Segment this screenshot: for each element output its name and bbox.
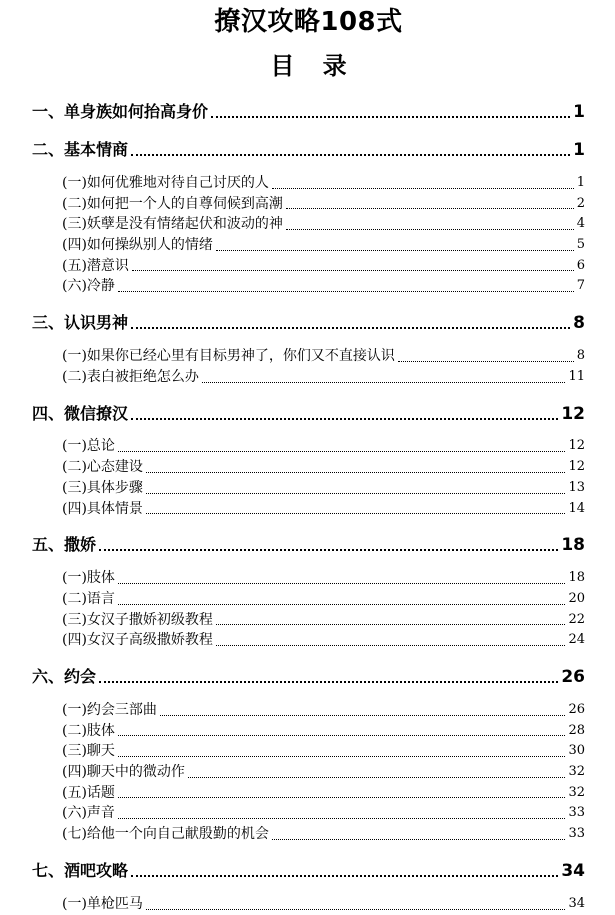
chapter-page-number: 12 [561,403,585,424]
dot-leader [216,250,574,251]
dot-leader [118,291,574,292]
dot-leader [146,513,566,514]
toc-chapter-entry[interactable] [32,138,585,162]
section-page-number: 5 [576,237,585,253]
section-page-number: 12 [568,438,585,454]
section-title: (二)表白被拒绝怎么办 [62,368,199,385]
toc-chapter-entry[interactable] [32,859,585,883]
toc-section-entry[interactable] [32,173,585,194]
chapter-block [32,138,585,297]
section-title: (四)如何操纵别人的情绪 [62,237,213,254]
dot-leader [99,681,558,683]
chapter-block [32,100,585,124]
dot-leader [99,549,558,551]
chapter-block [32,402,585,520]
dot-leader [131,154,570,156]
section-page-number: 33 [568,805,585,821]
section-title: (一)如果你已经心里有目标男神了，你们又不直接认识 [62,348,395,365]
dot-leader [160,715,566,716]
section-title: (三)具体步骤 [62,479,143,496]
chapter-title: 六、约会 [32,667,97,686]
chapter-page-number: 34 [561,860,585,881]
section-page-number: 32 [568,764,585,780]
section-page-number: 4 [576,216,585,232]
table-of-contents [32,100,585,915]
section-title: (三)女汉子撒娇初级教程 [62,611,213,628]
section-page-number: 28 [568,722,585,738]
chapter-block [32,665,585,845]
toc-section-entry[interactable] [32,568,585,589]
section-page-number: 33 [568,826,585,842]
dot-leader [188,777,566,778]
dot-leader [216,624,566,625]
chapter-block [32,859,585,915]
toc-section-entry[interactable] [32,824,585,845]
toc-section-entry[interactable] [32,346,585,367]
chapter-title: 五、撒娇 [32,535,97,555]
section-title: (一)约会三部曲 [62,701,157,718]
toc-section-entry[interactable] [32,478,585,499]
section-title: (二)心态建设 [62,459,143,476]
section-title: (四)聊天中的微动作 [62,764,185,781]
section-title: (五)话题 [62,784,115,801]
toc-chapter-entry[interactable] [32,402,585,426]
toc-section-entry[interactable] [32,276,585,297]
section-title: (三)聊天 [62,743,115,760]
toc-chapter-entry[interactable] [32,311,585,335]
dot-leader [398,361,574,362]
dot-leader [216,645,566,646]
toc-section-entry[interactable] [32,499,585,520]
dot-leader [118,735,566,736]
toc-section-entry[interactable] [32,803,585,824]
toc-section-entry[interactable] [32,589,585,610]
section-title: (七)给他一个向自己献殷勤的机会 [62,826,269,843]
section-page-number: 13 [568,479,585,495]
toc-section-entry[interactable] [32,437,585,458]
dot-leader [118,797,566,798]
section-page-number: 22 [568,611,585,627]
toc-section-entry[interactable] [32,194,585,215]
section-title: (四)具体情景 [62,500,143,517]
section-title: (二)肢体 [62,722,115,739]
document-title: 撩汉攻略108式 [214,7,403,37]
section-title: (二)语言 [62,590,115,607]
chapter-title: 二、基本情商 [32,140,129,159]
section-page-number: 1 [576,174,585,190]
section-page-number: 14 [568,500,585,516]
section-page-number: 32 [568,784,585,800]
chapter-title: 七、酒吧攻略 [32,860,129,880]
toc-chapter-entry[interactable] [32,665,585,689]
toc-section-entry[interactable] [32,762,585,783]
section-title: (二)如何把一个人的自尊伺候到高潮 [62,195,283,212]
chapter-block [32,311,585,387]
toc-section-entry[interactable] [32,610,585,631]
dot-leader [146,909,566,910]
dot-leader [118,756,566,757]
dot-leader [211,116,570,118]
toc-section-entry[interactable] [32,783,585,804]
section-title: (五)潜意识 [62,257,129,274]
section-title: (四)女汉子高级撒娇教程 [62,632,213,649]
chapter-title: 三、认识男神 [32,313,129,333]
dot-leader [202,382,566,383]
dot-leader [131,418,558,420]
section-title: (三)妖孽是没有情绪起伏和波动的神 [62,216,283,233]
section-page-number: 18 [568,570,585,586]
toc-section-entry[interactable] [32,457,585,478]
dot-leader [272,188,574,189]
dot-leader [146,472,566,473]
section-title: (六)声音 [62,805,115,822]
section-page-number: 26 [568,701,585,717]
dot-leader [286,229,574,230]
toc-section-entry[interactable] [32,214,585,235]
section-title: (一)总论 [62,438,115,455]
section-title: (六)冷静 [62,278,115,295]
chapter-block [32,533,585,651]
dot-leader [132,270,574,271]
dot-leader [118,583,566,584]
section-page-number: 12 [568,459,585,475]
chapter-page-number: 1 [573,102,585,122]
section-title: (一)肢体 [62,570,115,587]
dot-leader [272,839,566,840]
chapter-page-number: 8 [573,313,585,334]
dot-leader [118,604,566,605]
toc-section-entry[interactable] [32,367,585,388]
dot-leader [118,451,566,452]
chapter-title: 四、微信撩汉 [32,403,129,423]
section-page-number: 30 [568,743,585,759]
chapter-page-number: 26 [561,667,585,687]
toc-section-entry[interactable] [32,894,585,915]
section-page-number: 6 [576,257,585,273]
dot-leader [131,327,570,329]
toc-section-entry[interactable] [32,256,585,277]
section-page-number: 2 [576,195,585,211]
section-page-number: 34 [568,895,585,911]
toc-section-entry[interactable] [32,741,585,762]
section-title: (一)如何优雅地对待自己讨厌的人 [62,174,269,191]
section-page-number: 20 [568,590,585,606]
toc-chapter-entry[interactable] [32,100,585,124]
section-title: (一)单枪匹马 [62,895,143,912]
toc-section-entry[interactable] [32,235,585,256]
chapter-page-number: 1 [573,140,585,160]
toc-section-entry[interactable] [32,721,585,742]
toc-chapter-entry[interactable] [32,533,585,557]
dot-leader [131,875,558,877]
chapter-title: 一、单身族如何抬高身价 [32,102,209,121]
dot-leader [118,818,566,819]
toc-heading: 目 录 [270,52,357,80]
section-page-number: 8 [576,348,585,364]
dot-leader [286,208,574,209]
chapter-page-number: 18 [561,535,585,556]
dot-leader [146,493,566,494]
toc-section-entry[interactable] [32,630,585,651]
section-page-number: 24 [568,632,585,648]
section-page-number: 11 [568,368,585,384]
section-page-number: 7 [576,278,585,294]
toc-section-entry[interactable] [32,700,585,721]
